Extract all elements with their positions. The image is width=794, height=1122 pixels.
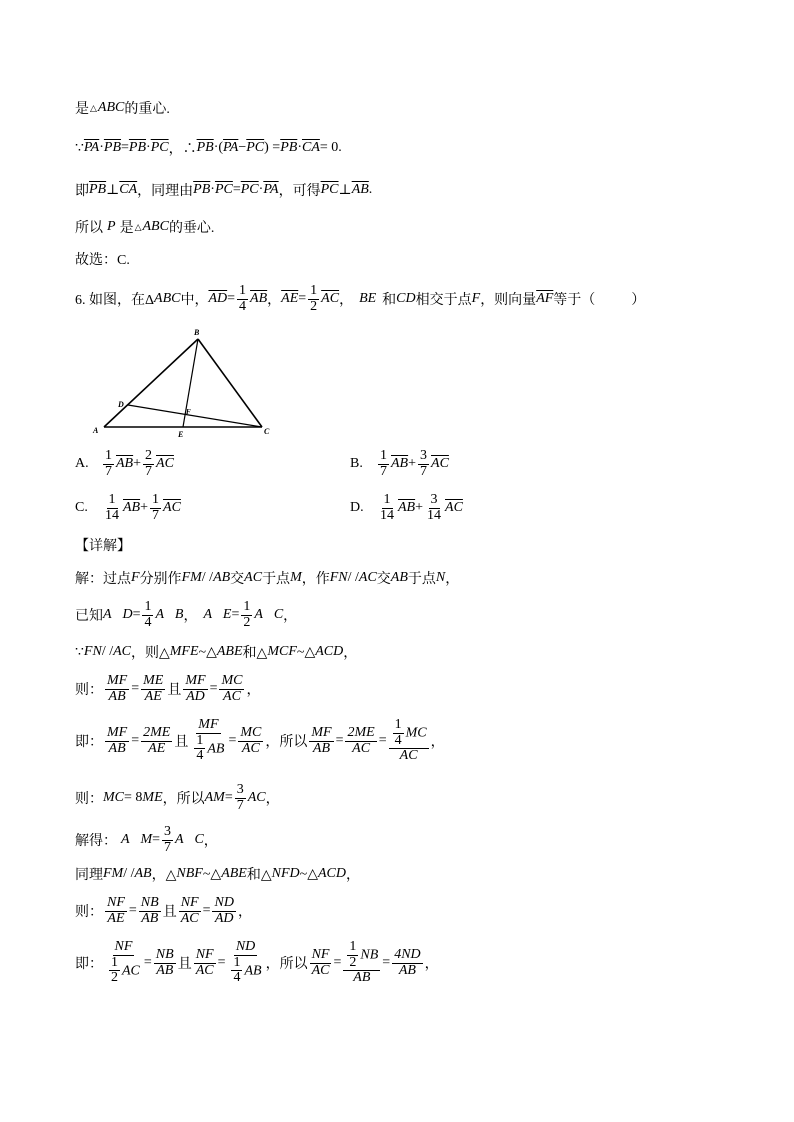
option-c[interactable]: C. 1 14 $\overline{AB}$ + 1 7 $\overline{AC}$ [75, 491, 181, 523]
solution-line-2: 已知 A⃗D = 1 4 A⃗B ， A⃗E = 1 2 A⃗C ， [75, 598, 298, 630]
line-perpendicular: 即 $\overline{PB}$ ⊥ $\overline{CA}$ ，同理由 $\overline{PB}$ · $\overline{PC}$ = $\overline{PC}$ · $\overline{PA}$ ，可得 $\overline{PC}$ ⊥ $\overline{AB}$ . [75, 182, 373, 199]
solution-line-10: 即： NF $\frac{1}{2}$ AC = NB AB 且 NF AC = ND $\frac{1}{4}$ AB ，所以 NF AC = $\frac{1}{2}$ NB AB = 4ND AB ， [75, 938, 439, 986]
solution-line-3: ∵ FN / / AC ，则△ MFE ~△ ABE 和△ MCF ~△ ACD ， [75, 644, 358, 661]
point-label-e: E [178, 430, 184, 439]
point-label-f: F [186, 408, 191, 416]
option-d[interactable]: D. 1 14 $\overline{AB}$ + 3 14 $\overline{AC}$ [350, 491, 463, 523]
question-6: 6. 如图，在Δ ABC 中， $\overline{AD}$ = 1 4 $\overline{AB}$ ， $\overline{AE}$ = 1 2 $\overline{AC}$ ， BE 和 CD 相交于点 F ，则向量 $\overline{AF}$ 等于（ ） [75, 282, 646, 314]
line-centroid-conclusion: 是 △ ABC 的重心. [75, 100, 170, 117]
option-b[interactable]: B. 1 7 $\overline{AB}$ + 3 7 $\overline{AC}$ [350, 447, 449, 479]
triangle-figure [88, 325, 288, 443]
line-dot-product: ∵ $\overline{PA}$ · $\overline{PB}$ = $\overline{PB}$ · $\overline{PC}$ ，∴ $\overline{PB}$ ·( $\overline{PA}$ − $\overline{PC}$ ) = $\overline{PB}$ · $\overline{CA}$ = 0. [75, 140, 342, 157]
point-label-d: D [118, 400, 124, 409]
solution-line-9: 则： NF AE = NB AB 且 NF AC = ND AD ， [75, 894, 252, 926]
point-label-b: B [194, 328, 200, 337]
line-orthocenter: 所以 P 是 △ ABC 的垂心. [75, 219, 215, 236]
point-label-c: C [264, 427, 270, 436]
line-answer-choice: 故选：C. [75, 253, 130, 268]
solution-line-1: 解：过点 F 分别作 FM / / AB 交 AC 于点 M ，作 FN / / AC 交 AB 于点 N ， [75, 570, 460, 587]
option-a[interactable]: A. 1 7 $\overline{AB}$ + 2 7 $\overline{AC}$ [75, 447, 174, 479]
solution-line-5: 即： MF AB = 2ME AE 且 MF $\frac{1}{4}$ AB = MC AC ，所以 MF AB = 2ME AC = $\frac{1}{4}$ MC AC ， [75, 716, 445, 764]
point-label-a: A [93, 426, 99, 435]
solution-line-8: 同理 FM / / AB ，△ NBF ~△ ABE 和△ NFD ~△ ACD ， [75, 866, 360, 883]
detail-heading: 【详解】 [75, 539, 131, 554]
solution-line-6: 则： MC = 8 ME ，所以 AM = 3 7 AC ， [75, 781, 280, 813]
solution-line-7: 解得： A⃗M = 3 7 A⃗C ， [75, 823, 218, 855]
solution-line-4: 则： MF AB = ME AE 且 MF AD = MC AC ， [75, 672, 261, 704]
